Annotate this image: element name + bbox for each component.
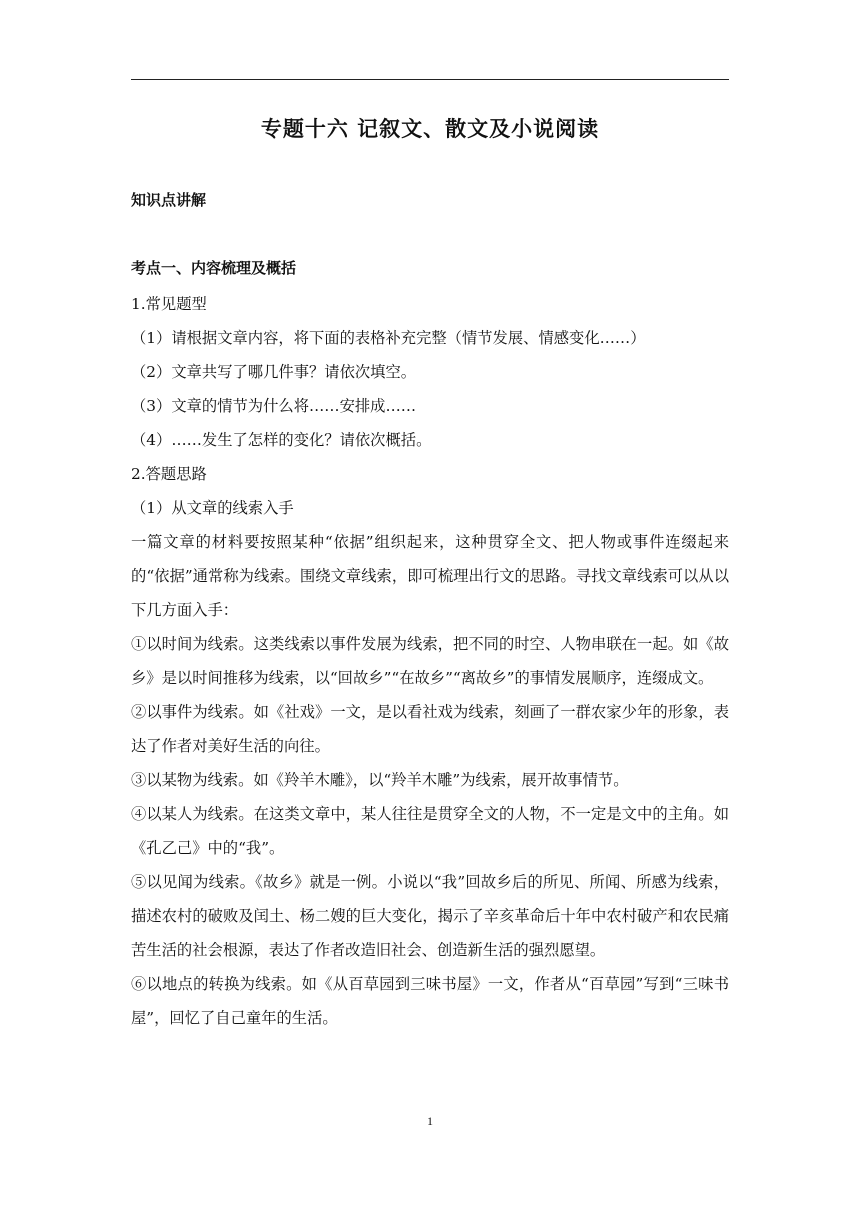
approach-subheading: （1）从文章的线索入手 <box>131 499 294 517</box>
common-type-item: （4）……发生了怎样的变化？请依次概括。 <box>131 431 432 449</box>
clue-paragraph: ②以事件为线索。如《社戏》一文，是以看社戏为线索，刻画了一群农家少年的形象，表达了作者对美好生活的向往。 <box>131 703 729 755</box>
approach-heading: 2.答题思路 <box>131 465 207 483</box>
page-number: 1 <box>427 1114 433 1128</box>
clue-paragraph: ④以某人为线索。在这类文章中，某人往往是贯穿全文的人物，不一定是文中的主角。如《孔乙己》中的“我”。 <box>131 805 729 857</box>
header-rule <box>131 79 729 80</box>
clue-paragraph: ③以某物为线索。如《羚羊木雕》，以“羚羊木雕”为线索，展开故事情节。 <box>131 771 629 789</box>
clue-paragraph: ⑥以地点的转换为线索。如《从百草园到三味书屋》一文，作者从“百草园”写到“三味书屋”，回忆了自己童年的生活。 <box>131 975 729 1027</box>
clue-paragraph: ⑤以见闻为线索。《故乡》就是一例。小说以“我”回故乡后的所见、所闻、所感为线索，描述农村的破败及闰土、杨二嫂的巨大变化，揭示了辛亥革命后十年中农村破产和农民痛苦生活的社会根源，表达了作者改造旧社会、创造新生活的强烈愿望。 <box>131 873 729 959</box>
subsection-heading: 考点一、内容梳理及概括 <box>131 259 297 277</box>
common-type-item: （1）请根据文章内容，将下面的表格补充完整（情节发展、情感变化……） <box>131 329 646 347</box>
body-content <box>131 287 729 1035</box>
page-title: 专题十六 记叙文、散文及小说阅读 <box>260 117 600 141</box>
section-heading: 知识点讲解 <box>131 191 207 209</box>
intro-paragraph: 一篇文章的材料要按照某种“依据”组织起来，这种贯穿全文、把人物或事件连缀起来的“依据”通常称为线索。围绕文章线索，即可梳理出行文的思路。寻找文章线索可以从以下几方面入手： <box>131 533 729 619</box>
common-type-item: （3）文章的情节为什么将……安排成…… <box>131 397 417 415</box>
common-types-heading: 1.常见题型 <box>131 295 207 313</box>
common-type-item: （2）文章共写了哪几件事？请依次填空。 <box>131 363 417 381</box>
clue-paragraph: ①以时间为线索。这类线索以事件发展为线索，把不同的时空、人物串联在一起。如《故乡》是以时间推移为线索，以“回故乡”“在故乡”“离故乡”的事情发展顺序，连缀成文。 <box>131 635 729 687</box>
